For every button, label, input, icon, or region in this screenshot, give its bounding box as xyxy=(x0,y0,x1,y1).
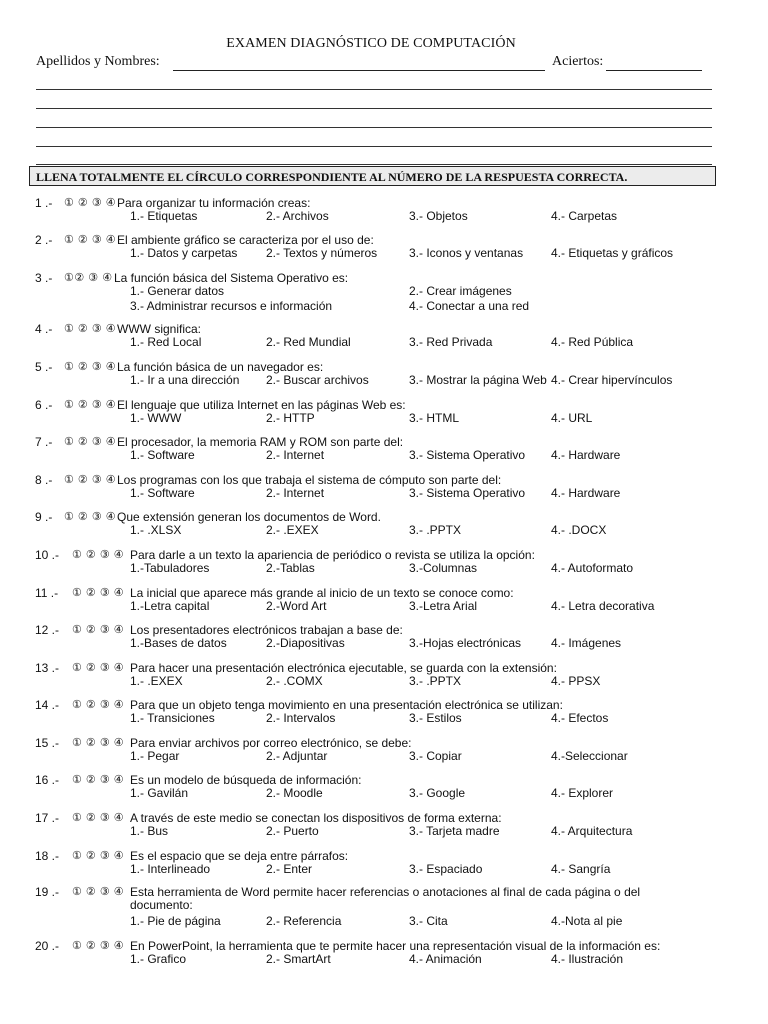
answer-option: 3.- Google xyxy=(409,786,466,800)
answer-option: 2.-Tablas xyxy=(266,561,315,575)
question-number: 20 .- xyxy=(35,939,60,953)
answer-bubbles[interactable]: ① ② ③ ④ xyxy=(64,323,117,335)
question-text: La inicial que aparece más grande al inicio de un texto se conoce como: xyxy=(130,586,514,600)
writing-line[interactable] xyxy=(36,164,712,165)
question-text-continued: documento: xyxy=(130,898,193,912)
answer-option: 1.-Letra capital xyxy=(130,599,210,613)
answer-bubbles[interactable]: ① ② ③ ④ xyxy=(64,234,117,246)
answer-option: 1.- Pie de página xyxy=(130,914,221,928)
question-number: 12 .- xyxy=(35,623,60,637)
answer-option: 3.- HTML xyxy=(409,411,460,425)
question-number: 13 .- xyxy=(35,661,60,675)
question-number: 4 .- xyxy=(35,322,53,336)
writing-line[interactable] xyxy=(36,89,712,90)
answer-option: 2.-Diapositivas xyxy=(266,636,345,650)
question-number: 8 .- xyxy=(35,473,53,487)
answer-option: 2.- Buscar archivos xyxy=(266,373,369,387)
answer-option: 4.- Imágenes xyxy=(551,636,622,650)
answer-option: 3.- Red Privada xyxy=(409,335,493,349)
answer-option: 4.- Red Pública xyxy=(551,335,634,349)
question-number: 14 .- xyxy=(35,698,60,712)
score-label: Aciertos: xyxy=(552,54,604,69)
answer-option: 4.- Hardware xyxy=(551,448,621,462)
answer-option: 4.- Hardware xyxy=(551,486,621,500)
answer-option: 1.- Etiquetas xyxy=(130,209,198,223)
answer-option: 1.- Transiciones xyxy=(130,711,215,725)
answer-option: 2.- Red Mundial xyxy=(266,335,351,349)
question-number: 11 .- xyxy=(35,586,59,600)
answer-bubbles[interactable]: ① ② ③ ④ xyxy=(64,436,117,448)
answer-bubbles[interactable]: ① ② ③ ④ xyxy=(72,587,125,599)
question-number: 2 .- xyxy=(35,233,53,247)
writing-line[interactable] xyxy=(36,127,712,128)
answer-option: 4.- Sangría xyxy=(551,862,611,876)
answer-option: 3.- Administrar recursos e información xyxy=(130,299,333,313)
answer-option: 3.- Iconos y ventanas xyxy=(409,246,524,260)
answer-option: 1.-Tabuladores xyxy=(130,561,210,575)
score-field-line[interactable] xyxy=(606,70,702,71)
answer-option: 4.- Animación xyxy=(409,952,482,966)
question-number: 9 .- xyxy=(35,510,53,524)
answer-option: 4.- PPSX xyxy=(551,674,601,688)
answer-option: 3.- Copiar xyxy=(409,749,462,763)
question-text: Para darle a un texto la apariencia de periódico o revista se utiliza la opción: xyxy=(130,548,535,562)
question-text: Es el espacio que se deja entre párrafos: xyxy=(130,849,349,863)
answer-option: 2.- Adjuntar xyxy=(266,749,328,763)
answer-option: 4.-Nota al pie xyxy=(551,914,623,928)
answer-bubbles[interactable]: ① ② ③ ④ xyxy=(64,399,117,411)
answer-option: 3.- Tarjeta madre xyxy=(409,824,500,838)
question-text: Para organizar tu información creas: xyxy=(117,196,311,210)
answer-option: 1.- Ir a una dirección xyxy=(130,373,240,387)
question-text: La función básica de un navegador es: xyxy=(117,360,324,374)
answer-bubbles[interactable]: ①② ③ ④ xyxy=(64,272,113,284)
question-text: Es un modelo de búsqueda de información: xyxy=(130,773,362,787)
answer-option: 1.- Generar datos xyxy=(130,284,225,298)
question-text: WWW significa: xyxy=(117,322,201,336)
answer-option: 3.-Letra Arial xyxy=(409,599,478,613)
answer-option: 2.- .EXEX xyxy=(266,523,319,537)
answer-option: 2.- Puerto xyxy=(266,824,319,838)
answer-bubbles[interactable]: ① ② ③ ④ xyxy=(72,624,125,636)
answer-option: 1.- Bus xyxy=(130,824,169,838)
question-text: La función básica del Sistema Operativo es: xyxy=(114,271,349,285)
answer-bubbles[interactable]: ① ② ③ ④ xyxy=(72,549,125,561)
question-text: Los presentadores electrónicos trabajan a base de: xyxy=(130,623,403,637)
answer-option: 3.- Estilos xyxy=(409,711,462,725)
answer-option: 1.- Software xyxy=(130,486,195,500)
question-text: El lenguaje que utiliza Internet en las páginas Web es: xyxy=(117,398,406,412)
answer-option: 1.- .EXEX xyxy=(130,674,183,688)
answer-option: 2.- Referencia xyxy=(266,914,342,928)
answer-option: 2.- Internet xyxy=(266,448,325,462)
question-text: Los programas con los que trabaja el sistema de cómputo son parte del: xyxy=(117,473,502,487)
answer-bubbles[interactable]: ① ② ③ ④ xyxy=(64,474,117,486)
answer-option: 4.- Efectos xyxy=(551,711,609,725)
answer-bubbles[interactable]: ① ② ③ ④ xyxy=(64,511,117,523)
answer-option: 3.- Sistema Operativo xyxy=(409,486,526,500)
answer-option: 1.- .XLSX xyxy=(130,523,182,537)
question-number: 15 .- xyxy=(35,736,60,750)
question-number: 3 .- xyxy=(35,271,53,285)
answer-option: 4.- Crear hipervínculos xyxy=(551,373,673,387)
answer-option: 1.- Gavilán xyxy=(130,786,189,800)
answer-option: 1.- Red Local xyxy=(130,335,202,349)
question-text: Para enviar archivos por correo electrónico, se debe: xyxy=(130,736,412,750)
answer-option: 4.- Conectar a una red xyxy=(409,299,530,313)
answer-option: 3.- Mostrar la página Web xyxy=(409,373,547,387)
question-number: 19 .- xyxy=(35,885,60,899)
answer-option: 2.- HTTP xyxy=(266,411,315,425)
question-number: 1 .- xyxy=(35,196,53,210)
answer-bubbles[interactable]: ① ② ③ ④ xyxy=(72,812,125,824)
answer-bubbles[interactable]: ① ② ③ ④ xyxy=(72,699,125,711)
writing-line[interactable] xyxy=(36,146,712,147)
answer-option: 2.- Archivos xyxy=(266,209,329,223)
answer-option: 2.-Word Art xyxy=(266,599,327,613)
answer-option: 4.-Seleccionar xyxy=(551,749,628,763)
answer-option: 2.- .COMX xyxy=(266,674,323,688)
answer-option: 2.- Internet xyxy=(266,486,325,500)
answer-bubbles[interactable]: ① ② ③ ④ xyxy=(72,940,125,952)
question-text: En PowerPoint, la herramienta que te permite hacer una representación visual de la información es: xyxy=(130,939,661,953)
question-number: 17 .- xyxy=(35,811,60,825)
answer-option: 2.- Enter xyxy=(266,862,313,876)
answer-option: 4.- Carpetas xyxy=(551,209,618,223)
answer-option: 4.- Ilustración xyxy=(551,952,624,966)
question-number: 5 .- xyxy=(35,360,53,374)
answer-option: 1.- Interlineado xyxy=(130,862,211,876)
name-field-line[interactable] xyxy=(173,70,545,71)
answer-option: 3.- Sistema Operativo xyxy=(409,448,526,462)
answer-option: 3.- Cita xyxy=(409,914,448,928)
answer-option: 4.- Arquitectura xyxy=(551,824,633,838)
instructions-box: LLENA TOTALMENTE EL CÍRCULO CORRESPONDIENTE AL NÚMERO DE LA RESPUESTA CORRECTA. xyxy=(29,166,716,186)
answer-option: 2.- Intervalos xyxy=(266,711,336,725)
answer-option: 1.- Grafico xyxy=(130,952,187,966)
answer-option: 2.- SmartArt xyxy=(266,952,331,966)
question-text: Esta herramienta de Word permite hacer referencias o anotaciones al final de cada página o del xyxy=(130,885,641,899)
answer-option: 3.- Espaciado xyxy=(409,862,483,876)
question-text: El procesador, la memoria RAM y ROM son parte del: xyxy=(117,435,404,449)
answer-option: 3.-Hojas electrónicas xyxy=(409,636,522,650)
writing-line[interactable] xyxy=(36,108,712,109)
answer-option: 1.- WWW xyxy=(130,411,182,425)
question-text: A través de este medio se conectan los dispositivos de forma externa: xyxy=(130,811,502,825)
answer-option: 4.- URL xyxy=(551,411,593,425)
answer-option: 4.- .DOCX xyxy=(551,523,607,537)
answer-bubbles[interactable]: ① ② ③ ④ xyxy=(64,361,117,373)
answer-option: 3.-Columnas xyxy=(409,561,478,575)
answer-option: 1.-Bases de datos xyxy=(130,636,227,650)
answer-bubbles[interactable]: ① ② ③ ④ xyxy=(72,662,125,674)
answer-option: 4.- Etiquetas y gráficos xyxy=(551,246,674,260)
question-number: 18 .- xyxy=(35,849,60,863)
answer-option: 2.- Crear imágenes xyxy=(409,284,512,298)
question-text: Que extensión generan los documentos de Word. xyxy=(117,510,381,524)
question-number: 10 .- xyxy=(35,548,60,562)
answer-option: 4.- Autoformato xyxy=(551,561,634,575)
answer-option: 3.- Objetos xyxy=(409,209,468,223)
question-number: 6 .- xyxy=(35,398,53,412)
answer-bubbles[interactable]: ① ② ③ ④ xyxy=(72,850,125,862)
answer-option: 4.- Explorer xyxy=(551,786,614,800)
question-text: Para que un objeto tenga movimiento en una presentación electrónica se utilizan: xyxy=(130,698,563,712)
question-number: 7 .- xyxy=(35,435,53,449)
answer-option: 2.- Textos y números xyxy=(266,246,378,260)
answer-option: 3.- .PPTX xyxy=(409,523,462,537)
question-number: 16 .- xyxy=(35,773,60,787)
answer-option: 3.- .PPTX xyxy=(409,674,462,688)
answer-option: 4.- Letra decorativa xyxy=(551,599,655,613)
answer-option: 1.- Software xyxy=(130,448,195,462)
question-text: El ambiente gráfico se caracteriza por el uso de: xyxy=(117,233,374,247)
answer-bubbles[interactable]: ① ② ③ ④ xyxy=(72,886,125,898)
answer-bubbles[interactable]: ① ② ③ ④ xyxy=(64,197,117,209)
answer-option: 2.- Moodle xyxy=(266,786,323,800)
answer-option: 1.- Pegar xyxy=(130,749,180,763)
exam-title: EXAMEN DIAGNÓSTICO DE COMPUTACIÓN xyxy=(226,36,516,51)
answer-bubbles[interactable]: ① ② ③ ④ xyxy=(72,774,125,786)
name-label: Apellidos y Nombres: xyxy=(36,54,160,69)
answer-bubbles[interactable]: ① ② ③ ④ xyxy=(72,737,125,749)
answer-option: 1.- Datos y carpetas xyxy=(130,246,238,260)
question-text: Para hacer una presentación electrónica ejecutable, se guarda con la extensión: xyxy=(130,661,557,675)
